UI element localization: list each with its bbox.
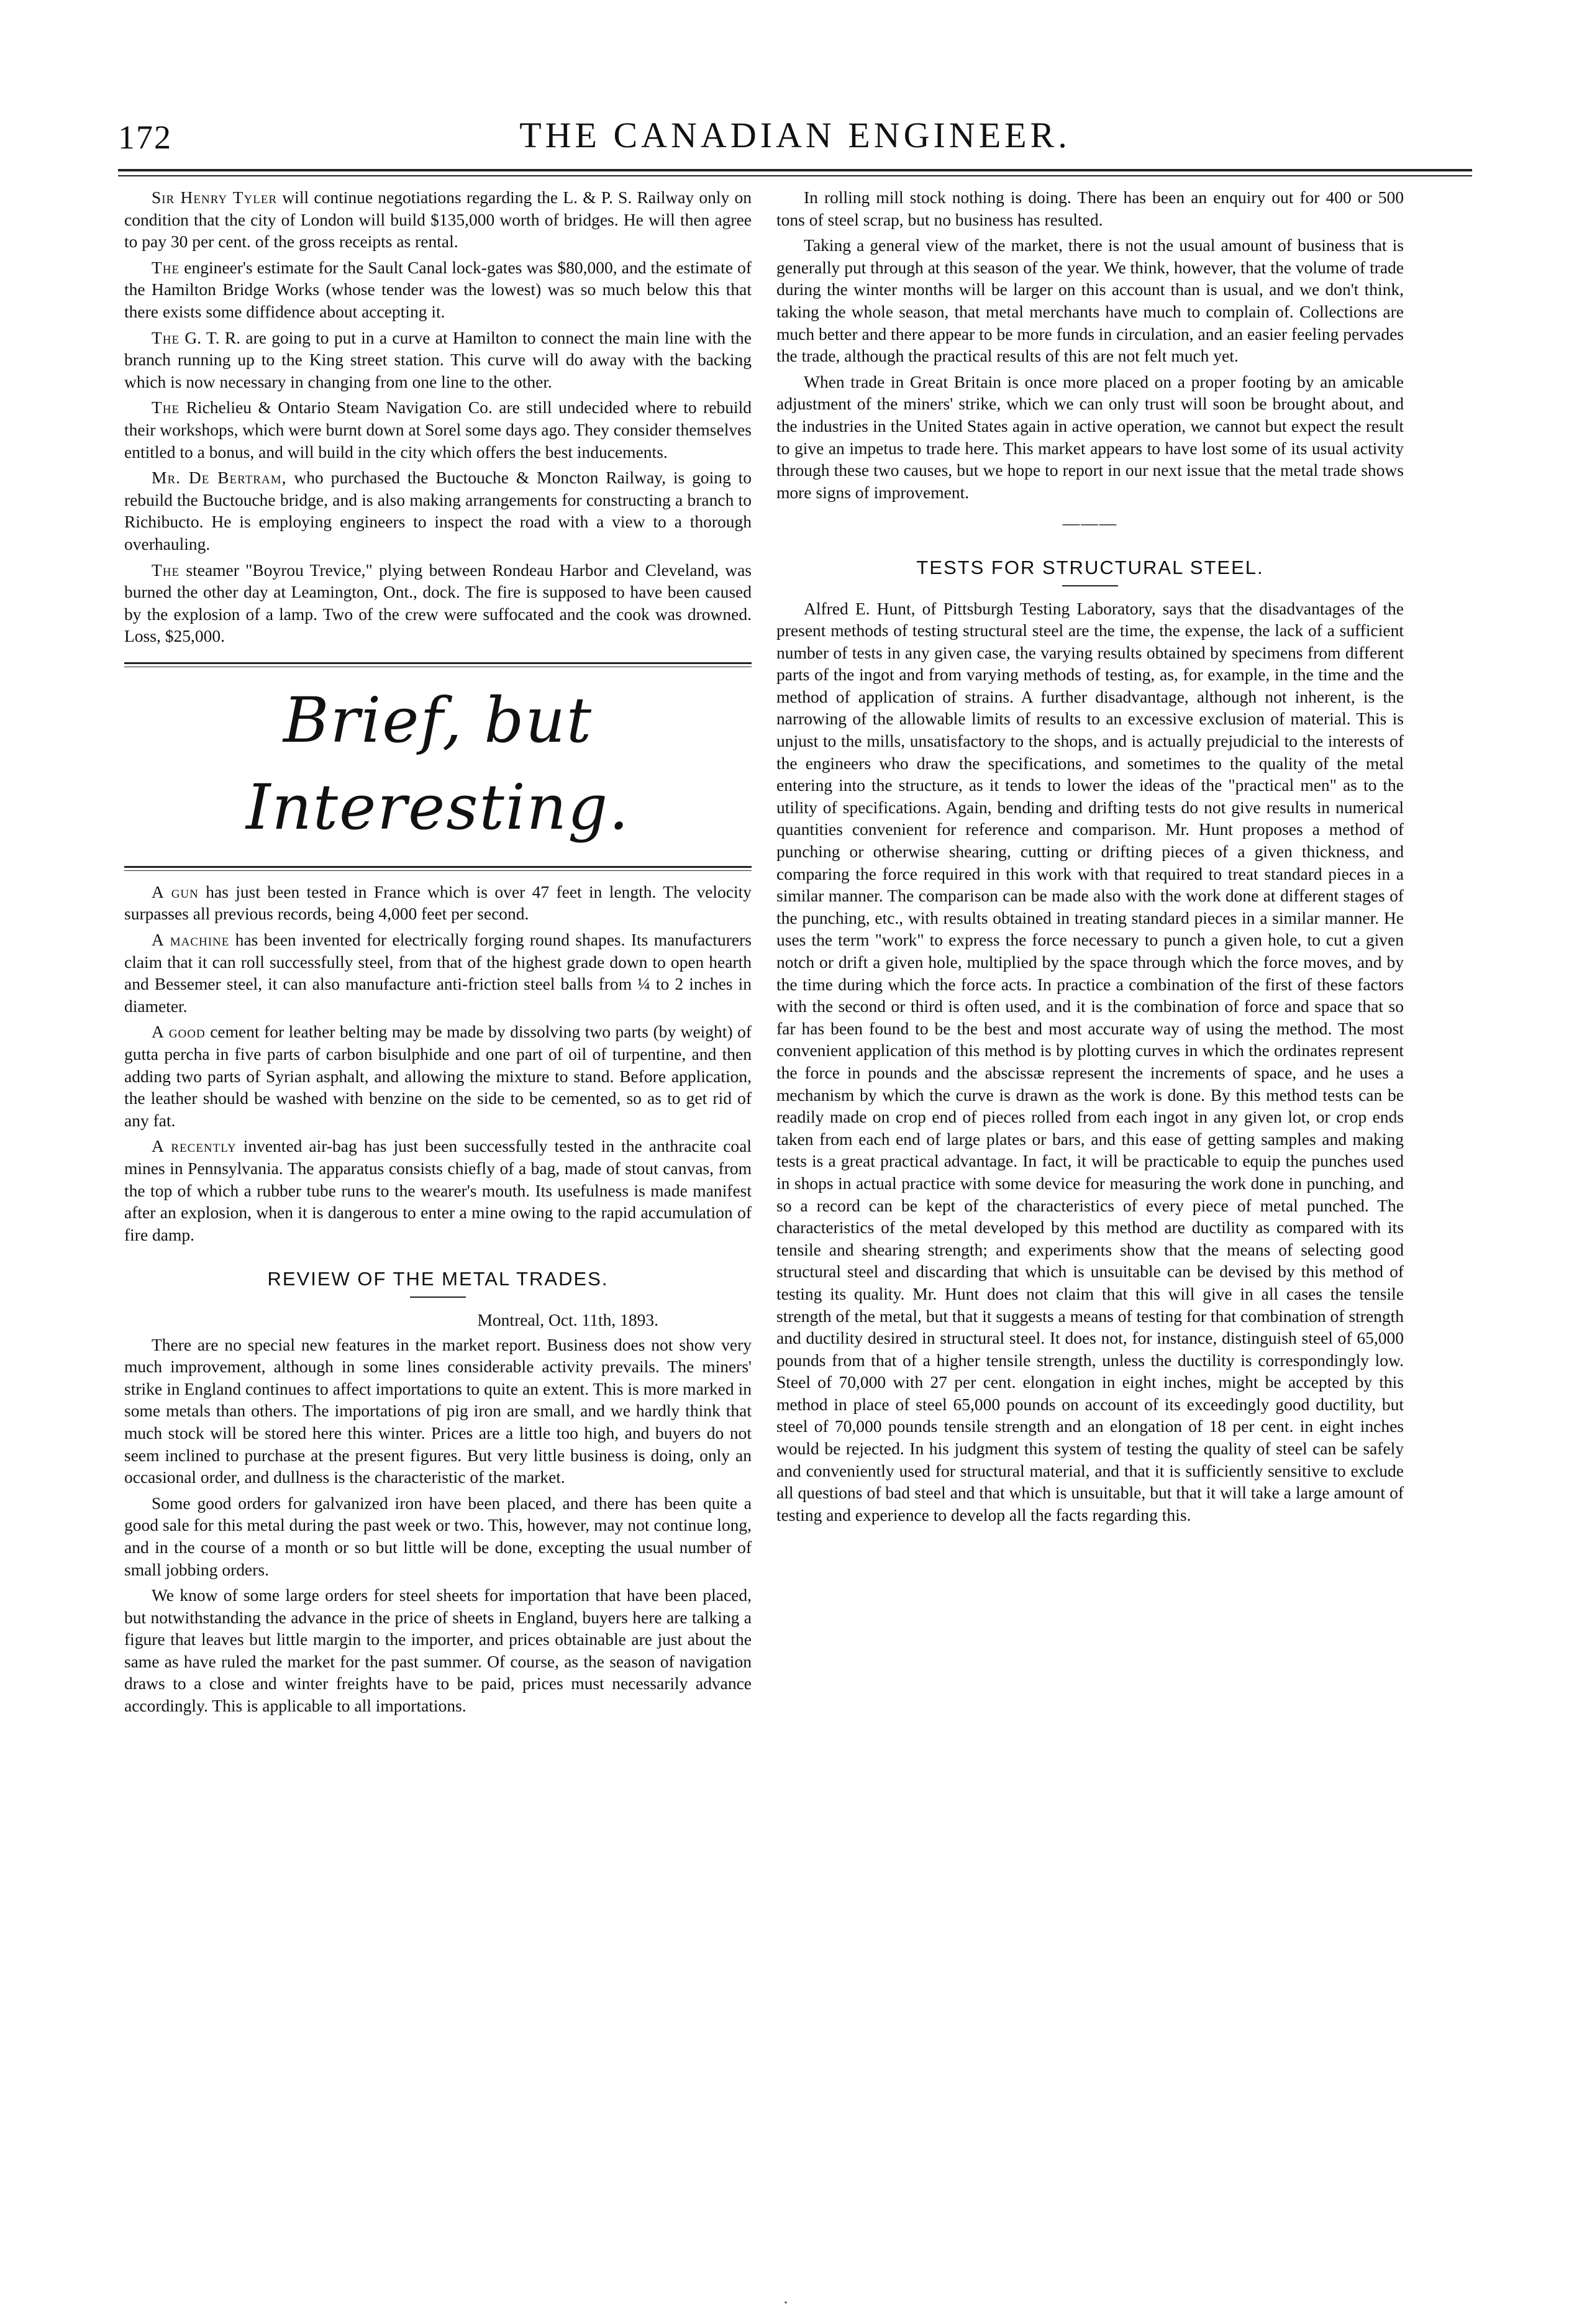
news-item xyxy=(124,559,752,647)
news-item-lead: The xyxy=(152,257,180,277)
review-paragraph: Taking a general view of the market, there is not the usual amount of business that is generally put through at this season of the year. We think, however, that the volume of trade during the winter months will be larger on this account than is usual, and we don't think, taking the whole season, that metal merchants have much to complain of. Collections are much better and there appear to be more funds in circulation, and an easier feeling pervades the trade, although the practical results of this are not felt much yet. xyxy=(776,235,1404,366)
right-column xyxy=(776,186,1404,2286)
news-item-lead: The xyxy=(152,398,180,417)
brief-item-lead: A gun xyxy=(152,882,199,901)
news-item-text: steamer "Boyrou Trevice," plying between Rondeau Harbor and Cleveland, was burned the other day at Leamington, Ont., dock. The fire is supposed to have been caused by the explosion of a lamp. Two of the crew were suffocated and the cook was drowned. Loss, $25,000. xyxy=(124,560,752,646)
news-item-lead: The xyxy=(152,327,180,347)
news-item-text: G. T. R. are going to put in a curve at Hamilton to connect the main line with the branch running up to the King street station. This curve will do away with the backing which is now necessary in changing from one line to the other. xyxy=(124,327,752,391)
review-heading: REVIEW OF THE METAL TRADES. xyxy=(267,1268,609,1290)
brief-item xyxy=(124,1135,752,1246)
brief-item xyxy=(124,1021,752,1131)
page-header xyxy=(118,112,1472,168)
news-item-text: who purchased the Buctouche & Moncton Railway, is going to rebuild the Buctouche bridge, and is also making arrangements for constructing a branch to Richibucto. He is employing engineers to inspect the road with a view to a thorough overhauling. xyxy=(124,468,752,554)
brief-item-lead: A machine xyxy=(152,930,230,950)
news-item-text: will continue negotiations regarding the L. & P. S. Railway only on condition that the city of London will build $135,000 worth of bridges. He will then agree to pay 30 per cent. of the gross receipts as rental. xyxy=(124,188,752,252)
brief-item xyxy=(124,929,752,1017)
brief-item-lead: A recently xyxy=(152,1136,237,1156)
news-item xyxy=(124,257,752,323)
page-number: 172 xyxy=(118,119,172,156)
article-separator: ——— xyxy=(1062,513,1118,533)
section-divider xyxy=(124,662,752,667)
news-items xyxy=(124,186,752,647)
left-column xyxy=(124,186,752,2286)
news-item-lead: Mr. De Bertram, xyxy=(152,468,287,488)
brief-items xyxy=(124,881,752,1246)
review-paragraph: We know of some large orders for steel sheets for importation that have been placed, but notwithstanding the advance in the price of sheets in England, buyers here are talking a figure that leaves but little margin to the importer, and prices obtainable are just about the same as have ruled the market for the past summer. Of course, as the season of navigation draws to a close and winter freights have to be paid, prices must necessarily advance accordingly. This is applicable to all importations. xyxy=(124,1585,752,1716)
brief-item-text: cement for leather belting may be made by dissolving two parts (by weight) of gutta percha in five parts of carbon bisulphide and one part of oil of turpentine, and then adding two parts of Syrian asphalt, and allowing the mixture to stand. Before application, the leather should be washed with benzine on the side to be cemented, so as to get rid of any fat. xyxy=(124,1022,752,1130)
brief-item-text: has just been tested in France which is over 47 feet in length. The velocity surpasses all previous records, being 4,000 feet per second. xyxy=(124,882,752,924)
heading-rule xyxy=(1062,585,1118,586)
review-paragraph: There are no special new features in the market report. Business does not show very much improvement, although in some lines considerable activity prevails. The miners' strike in England continues to affect importations to quite an extent. This is more marked in some metals than others. The importations of pig iron are small, and we hardly think that much stock will be stored here this winter. Prices are a little too high, and buyers do not seem inclined to purchase at the present figures. But very little business is doing, only an occasional order, and dullness is the characteristic of the market. xyxy=(124,1334,752,1487)
review-paragraph: Some good orders for galvanized iron have been placed, and there has been quite a good sale for this metal during the past week or two. This, however, may not continue long, and in the course of a month or so but little will be done, excepting the usual number of small jobbing orders. xyxy=(124,1493,752,1579)
review-paragraph: In rolling mill stock nothing is doing. There has been an enquiry out for 400 or 500 tons of steel scrap, but no business has resulted. xyxy=(776,188,1404,229)
heading-rule xyxy=(410,1296,466,1298)
brief-banner: Brief, but Interesting. xyxy=(246,683,630,844)
news-item-text: engineer's estimate for the Sault Canal lock-gates was $80,000, and the estimate of the Hamilton Bridge Works (whose tender was the lowest) was so much below this that there exists some diffidence about accepting it. xyxy=(124,257,752,321)
news-item xyxy=(124,186,752,253)
review-dateline: Montreal, Oct. 11th, 1893. xyxy=(477,1310,658,1329)
section-divider xyxy=(124,866,752,871)
news-item-text: Richelieu & Ontario Steam Navigation Co. are still undecided where to rebuild their workshops, which were burnt down at Sorel some days ago. They consider themselves entitled to a bonus, and will build in the city which offers the best inducements. xyxy=(124,398,752,462)
tests-paragraph: Alfred E. Hunt, of Pittsburgh Testing Laboratory, says that the disadvantages of the present methods of testing structural steel are the time, the expense, the lack of a sufficient number of tests in any given case, the varying results obtained by specimens from different parts of the ingot and from varying methods of testing, as, for example, in the time and the method of application of strains. A further disadvantage, although not inherent, is the narrowing of the allowable limits of results to an excessive exclusion of material. This is unjust to the mills, unsatisfactory to the shops, and is actually prejudicial to the interests of the engineers who draw the specifications, and sometimes to the quality of the metal entering into the structure, as it tends to lower the ideas of the "practical men" as to the utility of specifications. Again, bending and drifting tests do not give results in numerical quantities convenient for reference and comparison. Mr. Hunt proposes a method of punching or otherwise shearing, cutting or drifting pieces of a given thickness, and comparing the force required in this work with that required to treat standard pieces in a similar manner. The comparison can be made also with the work done at different stages of the punching, etc., with results obtained in treating standard pieces in a similar manner. He uses the term "work" to express the force necessary to punch a given hole, to cut a given notch or drift a given hole, multiplied by the space through which the force moves, and by the time during which the force acts. In practice a combination of the first of these factors with the second or third is often used, and it is the combination of force and space that so far has been found to be the best and most accurate way of using the method. The most convenient application of this method is by plotting curves in which the ordinates represent the force in pounds and the abscissæ represent the increments of space, and he uses a mechanism by which the curve is drawn as the work is done. By this method tests can be readily made on crop end of pieces rolled from each ingot in any given lot, or crop ends taken from each end of large plates or bars, and this ease of getting samples and making tests is a great practical advantage. In fact, it will be practicable to equip the punches used in shops in actual practice with some device for measuring the work done in punching, and so a record can be kept of the characteristics of every piece of metal punched. The characteristics of the metal developed by this method are ductility as compared with its tensile and shearing strength; and experiments show that the means of selecting good structural steel and discarding that which is unsuitable can be devised by this method of testing its quality. Mr. Hunt does not claim that this will give in all cases the tensile strength of the metal, but that it suggests a means of testing for that combination of strength and ductility desired in structural steel. It does not, for instance, distinguish steel of 65,000 pounds from that of a higher tensile strength, unless the ductility is correspondingly low. Steel of 70,000 with 27 per cent. elongation in eight inches, might be accepted by this method in place of steel 65,000 pounds on account of its exceedingly good ductility, but steel of 70,000 pounds tensile strength and an elongation of 18 per cent. in eight inches would be rejected. In his judgment this system of testing the quality of steel can be safely and conveniently used for structural material, and that it is sufficiently sensitive to exclude all questions of bad steel and that which is unsuitable, but that it will take a large amount of testing and experience to develop all the facts regarding this. xyxy=(776,598,1404,1524)
brief-item-text: has been invented for electrically forging round shapes. Its manufacturers claim that it can roll successfully steel, from that of the highest grade down to open hearth and Bessemer steel, it can also manufacture anti-friction steel balls from ¼ to 2 inches in diameter. xyxy=(124,930,752,1016)
brief-item xyxy=(124,881,752,925)
header-rule xyxy=(118,169,1472,176)
print-speck: · xyxy=(783,2292,789,2313)
news-item xyxy=(124,396,752,463)
review-paragraph: When trade in Great Britain is once more placed on a proper footing by an amicable adjustment of the miners' strike, which we can only trust will soon be brought about, and the industries in the United States again in active operation, we cannot but expect the result to give an impetus to trade here. This market appears to have lost some of its usual activity through these two causes, but we hope to report in our next issue that the metal trade shows more signs of improvement. xyxy=(776,371,1404,502)
brief-item-lead: A good xyxy=(152,1022,206,1042)
tests-heading: TESTS FOR STRUCTURAL STEEL. xyxy=(916,556,1264,578)
news-item xyxy=(124,327,752,393)
news-item-lead: The xyxy=(152,560,180,580)
news-item xyxy=(124,467,752,555)
journal-title: THE CANADIAN ENGINEER. xyxy=(519,115,1071,155)
brief-item-text: invented air-bag has just been successfully tested in the anthracite coal mines in Pennsylvania. The apparatus consists chiefly of a bag, made of stout canvas, from the top of which a rubber tube runs to the wearer's mouth. Its usefulness is made manifest after an explosion, when it is dangerous to enter a mine owing to the rapid accumulation of fire damp. xyxy=(124,1136,752,1244)
news-item-lead: Sir Henry Tyler xyxy=(152,188,278,207)
